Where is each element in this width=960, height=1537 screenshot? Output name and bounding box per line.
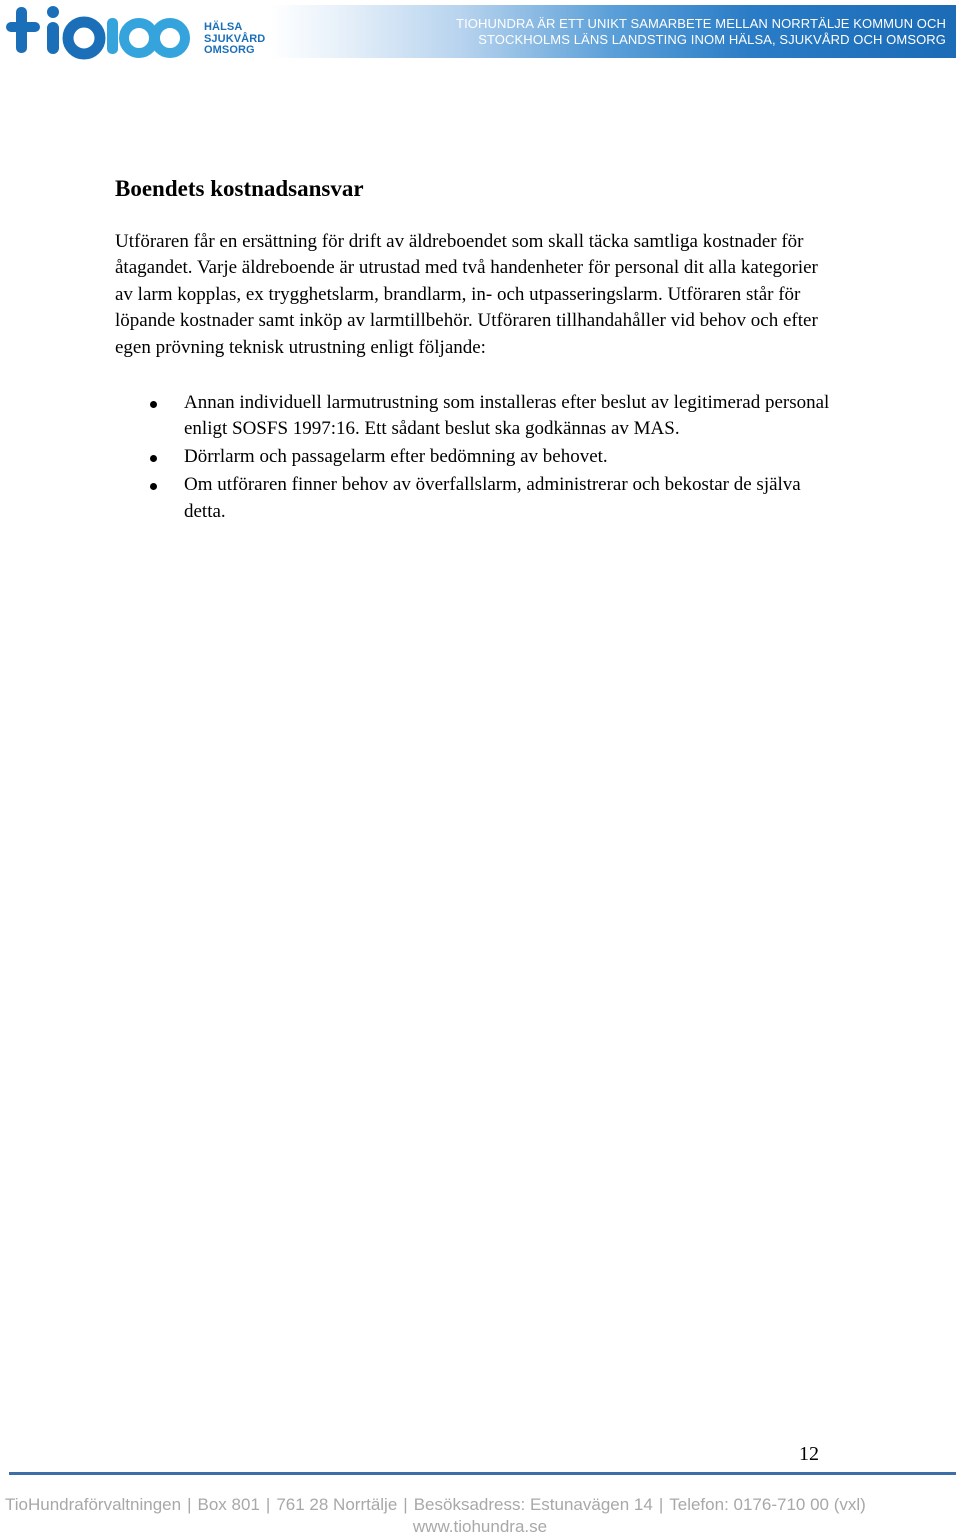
body-paragraph: Utföraren får en ersättning för drift av äldreboendet som skall täcka samtliga kostnader för åtagandet. Varje äldreboende är utrustad med två handenheter för personal dit alla kategorier av larm kopplas, ex trygghetslarm, brandlarm, in- och utpasseringslarm. Utföraren står för löpande kostnader samt inköp av larmtillbehör. Utföraren tillhandahåller vid behov och efter egen prövning teknisk utrustning enligt följande: xyxy=(115,231,818,358)
logo-tagline-line: OMSORG xyxy=(204,44,255,56)
bullet-icon xyxy=(150,401,157,408)
logo-tagline xyxy=(204,22,265,57)
footer-separator: | xyxy=(403,1495,408,1514)
banner-line: STOCKHOLMS LÄNS LANDSTING INOM HÄLSA, SJUKVÅRD OCH OMSORG xyxy=(478,32,946,47)
page-header xyxy=(0,0,960,62)
bullet-list xyxy=(115,390,835,525)
banner-line: TIOHUNDRA ÄR ETT UNIKT SAMARBETE MELLAN NORRTÄLJE KOMMUN OCH xyxy=(456,16,946,31)
header-banner-text xyxy=(426,16,946,48)
list-item-text: Dörrlarm och passagelarm efter bedömning av behovet. xyxy=(184,446,608,468)
bullet-icon xyxy=(150,455,157,462)
page-number: 12 xyxy=(799,1443,819,1465)
footer-separator: | xyxy=(658,1495,664,1514)
footer-postal: 761 28 Norrtälje xyxy=(276,1495,398,1514)
document-body xyxy=(115,174,835,527)
header-banner xyxy=(270,5,956,58)
footer-visit-address: Besöksadress: Estunavägen 14 xyxy=(413,1495,653,1514)
list-item-text: Om utföraren finner behov av överfallslarm, administrerar och bekostar de själva detta. xyxy=(184,474,801,522)
footer-box: Box 801 xyxy=(197,1495,260,1514)
section-heading: Boendets kostnadsansvar xyxy=(115,176,364,201)
list-item-text: Annan individuell larmutrustning som installeras efter beslut av legitimerad personal enligt SOSFS 1997:16. Ett sådant beslut ska godkännas av MAS. xyxy=(184,392,830,440)
logo-tagline-line: HÄLSA xyxy=(204,21,243,33)
footer-address xyxy=(5,1494,957,1515)
list-item xyxy=(115,390,835,443)
tiohundra-logo xyxy=(4,4,266,58)
footer-phone: Telefon: 0176-710 00 (vxl) xyxy=(669,1495,866,1514)
footer-org-name: TioHundraförvaltningen xyxy=(5,1495,182,1514)
bullet-icon xyxy=(150,483,157,490)
logo-tagline-line: SJUKVÅRD xyxy=(204,32,266,45)
list-item xyxy=(115,444,835,470)
tio100-logo-icon xyxy=(4,4,194,60)
list-item xyxy=(115,472,835,525)
footer-website-link[interactable]: www.tiohundra.se xyxy=(412,1517,548,1536)
footer-separator: | xyxy=(265,1495,271,1514)
footer-separator: | xyxy=(187,1495,192,1514)
footer-divider xyxy=(9,1472,956,1475)
